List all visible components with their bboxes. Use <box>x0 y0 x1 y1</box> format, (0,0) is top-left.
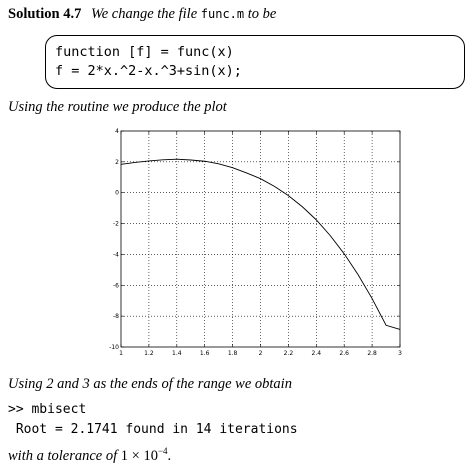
x-tick-label: 1.2 <box>144 350 154 357</box>
y-tick-label: -6 <box>113 282 119 290</box>
code-line-2: f = 2*x.^2-x.^3+sin(x); <box>55 63 242 79</box>
y-tick-label: -8 <box>113 313 119 321</box>
tolerance-value: 1 × 10 <box>120 448 158 464</box>
tolerance-exponent: −4 <box>157 446 168 456</box>
tolerance-text: with a tolerance of <box>8 448 118 464</box>
function-curve <box>121 159 400 329</box>
x-tick-label: 2.8 <box>367 350 377 357</box>
x-tick-label: 1.8 <box>227 350 238 357</box>
function-plot <box>100 126 410 362</box>
solution-number: Solution 4.7 <box>8 6 82 22</box>
x-tick-label: 3 <box>398 350 402 357</box>
code-line-1: function [f] = func(x) <box>55 44 234 60</box>
x-tick-label: 2.6 <box>339 350 349 357</box>
heading-text-after: to be <box>247 6 277 22</box>
y-tick-label: 2 <box>115 158 119 166</box>
tolerance-period: . <box>167 448 172 464</box>
paragraph-tolerance <box>8 446 171 465</box>
y-tick-label: -2 <box>113 220 119 228</box>
x-tick-label: 1.6 <box>199 350 210 357</box>
heading-text-before: We change the file <box>90 6 198 22</box>
y-tick-label: -4 <box>113 251 119 259</box>
terminal-output: Root = 2.1741 found in 14 iterations <box>8 422 298 437</box>
x-tick-label: 2.4 <box>311 350 322 357</box>
y-tick-label: 0 <box>115 189 119 197</box>
y-tick-label: -10 <box>109 344 119 351</box>
y-tick-label: 4 <box>115 128 119 135</box>
paragraph-range: Using 2 and 3 as the ends of the range we obtain <box>8 376 292 392</box>
x-tick-label: 2.2 <box>283 350 294 357</box>
x-tick-label: 1 <box>119 350 123 357</box>
paragraph-plot-intro: Using the routine we produce the plot <box>8 99 227 115</box>
file-name: func.m <box>200 7 245 21</box>
x-tick-label: 1.4 <box>172 350 182 357</box>
code-box <box>45 35 465 89</box>
terminal-command: >> mbisect <box>8 402 87 417</box>
x-tick-label: 2 <box>258 350 263 357</box>
solution-heading <box>8 6 276 23</box>
